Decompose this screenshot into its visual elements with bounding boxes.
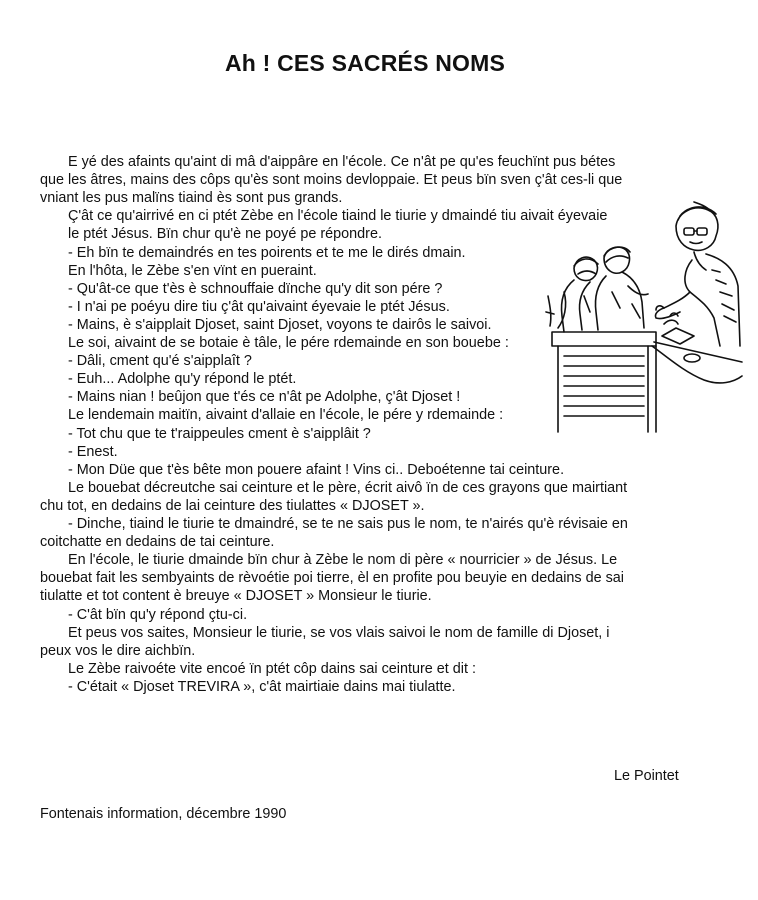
text-line: que les âtres, mains des côps qu'ès sont moins devloppaie. Et peus bïn sven ç'ât ces-li que: [40, 172, 623, 189]
text-line: - I n'ai pe poéyu dire tiu ç'ât qu'aivaint éyevaie le ptét Jésus.: [68, 298, 450, 315]
page-title: Ah ! CES SACRÉS NOMS: [224, 50, 506, 76]
text-line: vniant les pus malïns tiaind ès sont pus grands.: [40, 190, 343, 207]
text-line: - Tot chu que te t'raippeules cment è s'aipplâit ?: [68, 425, 371, 442]
classroom-sketch-icon: [544, 196, 744, 436]
text-line: Le Zèbe raivoéte vite encoé ïn ptét côp dains sai ceinture et dit :: [68, 660, 476, 677]
text-line: - Eh bïn te demaindrés en tes poirents et te me le dirés dmain.: [68, 244, 466, 261]
text-line: En l'école, le tiurie dmainde bïn chur à Zèbe le nom di père « nourricier » de Jésus. Le: [68, 552, 618, 569]
text-line: - Dâli, cment qu'é s'aipplaît ?: [68, 353, 252, 370]
text-line: chu tot, en dedains de lai ceinture des tiulattes « DJOSET ».: [40, 497, 425, 514]
text-line: Le soi, aivaint de se botaie è tâle, le pére rdemainde en son bouebe :: [68, 335, 509, 351]
text-line: - Enest.: [68, 443, 118, 460]
text-line: E yé des afaints qu'aint di mâ d'aippâre en l'école. Ce n'ât pe qu'es feuchïnt pus bétes: [68, 154, 616, 170]
author-signature: Le Pointet: [614, 768, 679, 784]
text-line: bouebat fait les sembyaints de rèvoétie poi tierre, èl en profite pou beuyie en dedains de sai: [40, 570, 624, 587]
text-line: le ptét Jésus. Bïn chur qu'è ne poyé pe répondre.: [68, 226, 382, 243]
text-line: - Dinche, tiaind le tiurie te dmaindré, se te ne sais pus le nom, te n'airés qu'è révisaie en: [68, 516, 628, 532]
source-citation: Fontenais information, décembre 1990: [40, 806, 287, 822]
text-line: - C'ât bïn qu'y répond çtu-ci.: [68, 606, 248, 623]
text-line: Le bouebat décreutche sai ceinture et le père, écrit aivô ïn de ces grayons que mairtiant: [68, 479, 628, 496]
text-line: peux vos le dire aichbïn.: [40, 642, 196, 659]
text-line: - Euh... Adolphe qu'y répond le ptét.: [68, 371, 297, 388]
text-line: Et peus vos saites, Monsieur le tiurie, se vos vlais saivoi le nom de famille di Djoset, i: [68, 624, 610, 641]
text-line: coitchatte en dedains de tai ceinture.: [40, 534, 275, 551]
text-line: tiulatte et tot content è breuye « DJOSET » Monsieur le tiurie.: [40, 588, 432, 605]
text-line: - Qu'ât-ce que t'ès è schnouffaie dïnche qu'y dit son pére ?: [68, 280, 443, 297]
text-line: Ç'ât ce qu'airrivé en ci ptét Zèbe en l'école tiaind le tiurie y dmaindé tiu aivait éyevaie: [68, 208, 608, 225]
text-line: Le lendemain maitïn, aivaint d'allaie en l'école, le pére y rdemainde :: [68, 407, 504, 424]
text-line: - C'était « Djoset TREVIRA », c'ât mairtiaie dains mai tiulatte.: [68, 678, 456, 695]
text-line: - Mains nian ! beûjon que t'és ce n'ât pe Adolphe, ç'ât Djoset !: [68, 389, 461, 406]
text-line: - Mains, è s'aipplait Djoset, saint Djoset, voyons te dairôs le saivoi.: [68, 316, 492, 333]
text-line: - Mon Düe que t'ès bête mon pouere afaint ! Vins ci.. Deboétenne tai ceinture.: [68, 461, 565, 478]
text-line: En l'hôta, le Zèbe s'en vïnt en pueraint.: [68, 262, 317, 279]
